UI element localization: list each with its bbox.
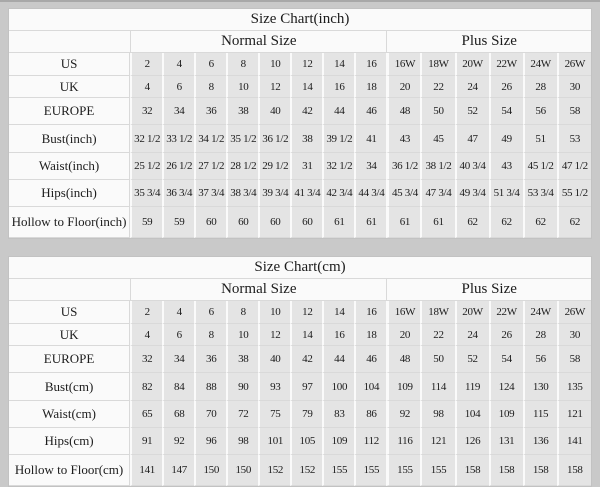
size-value-cell: 4 bbox=[130, 324, 162, 346]
table-title-row bbox=[9, 9, 591, 31]
plus-size-header: Plus Size bbox=[386, 279, 591, 301]
size-value-cell: 25 1/2 bbox=[130, 153, 162, 180]
size-value-cell: 36 1/2 bbox=[386, 153, 420, 180]
size-value-cell: 6 bbox=[162, 324, 194, 346]
size-value-cell: 12 bbox=[290, 53, 322, 76]
size-value-cell: 104 bbox=[455, 401, 489, 428]
size-value-cell: 8 bbox=[194, 76, 226, 98]
normal-size-header: Normal Size bbox=[130, 31, 386, 53]
size-value-cell: 45 1/2 bbox=[523, 153, 557, 180]
size-value-cell: 29 1/2 bbox=[258, 153, 290, 180]
size-value-cell: 61 bbox=[386, 207, 420, 238]
size-value-cell: 61 bbox=[354, 207, 386, 238]
size-value-cell: 6 bbox=[194, 301, 226, 324]
size-value-cell: 38 bbox=[226, 98, 258, 125]
size-value-cell: 155 bbox=[322, 455, 354, 486]
size-value-cell: 158 bbox=[557, 455, 591, 486]
size-value-cell: 101 bbox=[258, 428, 290, 455]
size-value-cell: 8 bbox=[194, 324, 226, 346]
size-value-cell: 18 bbox=[354, 324, 386, 346]
size-value-cell: 16 bbox=[322, 324, 354, 346]
size-value-cell: 147 bbox=[162, 455, 194, 486]
size-value-cell: 49 3/4 bbox=[455, 180, 489, 207]
row-label: EUROPE bbox=[9, 98, 130, 125]
size-value-cell: 54 bbox=[489, 346, 523, 373]
size-value-cell: 20W bbox=[455, 301, 489, 324]
table-row bbox=[9, 125, 591, 153]
size-chart-cm-panel bbox=[8, 256, 592, 487]
size-chart-cm-table bbox=[9, 257, 591, 486]
size-value-cell: 2 bbox=[130, 53, 162, 76]
size-value-cell: 32 1/2 bbox=[130, 125, 162, 153]
size-value-cell: 155 bbox=[386, 455, 420, 486]
size-value-cell: 98 bbox=[420, 401, 454, 428]
size-value-cell: 12 bbox=[290, 301, 322, 324]
size-value-cell: 92 bbox=[386, 401, 420, 428]
size-value-cell: 50 bbox=[420, 98, 454, 125]
size-value-cell: 115 bbox=[523, 401, 557, 428]
size-value-cell: 24W bbox=[523, 301, 557, 324]
size-value-cell: 16 bbox=[354, 301, 386, 324]
size-value-cell: 39 3/4 bbox=[258, 180, 290, 207]
size-value-cell: 38 1/2 bbox=[420, 153, 454, 180]
size-value-cell: 14 bbox=[322, 53, 354, 76]
size-value-cell: 38 3/4 bbox=[226, 180, 258, 207]
size-value-cell: 12 bbox=[258, 76, 290, 98]
size-value-cell: 24 bbox=[455, 324, 489, 346]
normal-size-header: Normal Size bbox=[130, 279, 386, 301]
table-row bbox=[9, 346, 591, 373]
table-row bbox=[9, 455, 591, 486]
size-value-cell: 98 bbox=[226, 428, 258, 455]
size-value-cell: 56 bbox=[523, 98, 557, 125]
size-value-cell: 152 bbox=[290, 455, 322, 486]
size-value-cell: 10 bbox=[258, 53, 290, 76]
size-value-cell: 24W bbox=[523, 53, 557, 76]
size-value-cell: 48 bbox=[386, 346, 420, 373]
size-value-cell: 150 bbox=[194, 455, 226, 486]
size-value-cell: 51 3/4 bbox=[489, 180, 523, 207]
row-label: UK bbox=[9, 324, 130, 346]
size-value-cell: 33 1/2 bbox=[162, 125, 194, 153]
size-value-cell: 18 bbox=[354, 76, 386, 98]
size-value-cell: 97 bbox=[290, 373, 322, 401]
table-title: Size Chart(inch) bbox=[9, 9, 591, 31]
size-value-cell: 109 bbox=[489, 401, 523, 428]
size-value-cell: 53 bbox=[557, 125, 591, 153]
size-value-cell: 61 bbox=[420, 207, 454, 238]
size-value-cell: 24 bbox=[455, 76, 489, 98]
size-value-cell: 47 bbox=[455, 125, 489, 153]
row-label: US bbox=[9, 53, 130, 76]
size-value-cell: 22 bbox=[420, 324, 454, 346]
corner-cell bbox=[9, 31, 130, 53]
size-value-cell: 93 bbox=[258, 373, 290, 401]
size-value-cell: 82 bbox=[130, 373, 162, 401]
size-value-cell: 26 1/2 bbox=[162, 153, 194, 180]
size-value-cell: 84 bbox=[162, 373, 194, 401]
row-label: Hollow to Floor(inch) bbox=[9, 207, 130, 238]
table-row bbox=[9, 207, 591, 238]
size-value-cell: 112 bbox=[354, 428, 386, 455]
size-value-cell: 10 bbox=[226, 324, 258, 346]
size-value-cell: 4 bbox=[162, 53, 194, 76]
size-value-cell: 36 bbox=[194, 346, 226, 373]
size-value-cell: 52 bbox=[455, 98, 489, 125]
size-value-cell: 68 bbox=[162, 401, 194, 428]
table-row bbox=[9, 98, 591, 125]
size-value-cell: 62 bbox=[489, 207, 523, 238]
size-value-cell: 88 bbox=[194, 373, 226, 401]
size-value-cell: 48 bbox=[386, 98, 420, 125]
size-value-cell: 8 bbox=[226, 301, 258, 324]
size-value-cell: 37 3/4 bbox=[194, 180, 226, 207]
size-value-cell: 121 bbox=[420, 428, 454, 455]
table-row bbox=[9, 401, 591, 428]
table-row bbox=[9, 428, 591, 455]
size-value-cell: 32 1/2 bbox=[322, 153, 354, 180]
corner-cell bbox=[9, 279, 130, 301]
size-value-cell: 62 bbox=[523, 207, 557, 238]
size-value-cell: 38 bbox=[290, 125, 322, 153]
size-value-cell: 96 bbox=[194, 428, 226, 455]
size-value-cell: 155 bbox=[354, 455, 386, 486]
row-label: UK bbox=[9, 76, 130, 98]
size-value-cell: 45 bbox=[420, 125, 454, 153]
size-value-cell: 46 bbox=[354, 346, 386, 373]
size-value-cell: 22 bbox=[420, 76, 454, 98]
size-value-cell: 79 bbox=[290, 401, 322, 428]
size-value-cell: 6 bbox=[194, 53, 226, 76]
size-value-cell: 16 bbox=[354, 53, 386, 76]
table-body bbox=[9, 53, 591, 238]
size-value-cell: 8 bbox=[226, 53, 258, 76]
size-value-cell: 32 bbox=[130, 346, 162, 373]
size-value-cell: 35 1/2 bbox=[226, 125, 258, 153]
row-label: Bust(inch) bbox=[9, 125, 130, 153]
size-value-cell: 44 bbox=[322, 98, 354, 125]
size-value-cell: 44 3/4 bbox=[354, 180, 386, 207]
size-value-cell: 158 bbox=[523, 455, 557, 486]
size-value-cell: 34 bbox=[162, 346, 194, 373]
size-value-cell: 4 bbox=[130, 76, 162, 98]
size-value-cell: 16W bbox=[386, 53, 420, 76]
size-value-cell: 38 bbox=[226, 346, 258, 373]
table-row bbox=[9, 153, 591, 180]
plus-size-header: Plus Size bbox=[386, 31, 591, 53]
size-value-cell: 27 1/2 bbox=[194, 153, 226, 180]
table-row bbox=[9, 76, 591, 98]
table-row bbox=[9, 324, 591, 346]
size-value-cell: 91 bbox=[130, 428, 162, 455]
size-value-cell: 36 1/2 bbox=[258, 125, 290, 153]
row-label: Waist(cm) bbox=[9, 401, 130, 428]
row-label: Hips(inch) bbox=[9, 180, 130, 207]
size-value-cell: 65 bbox=[130, 401, 162, 428]
size-value-cell: 60 bbox=[194, 207, 226, 238]
size-value-cell: 47 3/4 bbox=[420, 180, 454, 207]
size-value-cell: 28 bbox=[523, 76, 557, 98]
size-value-cell: 42 3/4 bbox=[322, 180, 354, 207]
row-label: Hips(cm) bbox=[9, 428, 130, 455]
size-value-cell: 58 bbox=[557, 98, 591, 125]
size-value-cell: 60 bbox=[226, 207, 258, 238]
size-value-cell: 114 bbox=[420, 373, 454, 401]
size-value-cell: 51 bbox=[523, 125, 557, 153]
size-value-cell: 135 bbox=[557, 373, 591, 401]
size-value-cell: 26 bbox=[489, 324, 523, 346]
size-value-cell: 22W bbox=[489, 301, 523, 324]
size-value-cell: 41 bbox=[354, 125, 386, 153]
size-value-cell: 90 bbox=[226, 373, 258, 401]
size-value-cell: 141 bbox=[130, 455, 162, 486]
size-value-cell: 6 bbox=[162, 76, 194, 98]
table-row bbox=[9, 53, 591, 76]
size-value-cell: 10 bbox=[226, 76, 258, 98]
size-value-cell: 16W bbox=[386, 301, 420, 324]
size-value-cell: 26W bbox=[557, 301, 591, 324]
size-value-cell: 46 bbox=[354, 98, 386, 125]
size-value-cell: 14 bbox=[322, 301, 354, 324]
size-value-cell: 86 bbox=[354, 401, 386, 428]
size-value-cell: 109 bbox=[322, 428, 354, 455]
size-value-cell: 34 1/2 bbox=[194, 125, 226, 153]
row-label: US bbox=[9, 301, 130, 324]
size-value-cell: 52 bbox=[455, 346, 489, 373]
size-value-cell: 130 bbox=[523, 373, 557, 401]
size-value-cell: 56 bbox=[523, 346, 557, 373]
table-body bbox=[9, 301, 591, 486]
size-value-cell: 58 bbox=[557, 346, 591, 373]
size-value-cell: 150 bbox=[226, 455, 258, 486]
size-value-cell: 20 bbox=[386, 76, 420, 98]
size-value-cell: 28 bbox=[523, 324, 557, 346]
size-value-cell: 2 bbox=[130, 301, 162, 324]
size-value-cell: 43 bbox=[386, 125, 420, 153]
size-value-cell: 83 bbox=[322, 401, 354, 428]
table-row bbox=[9, 373, 591, 401]
row-label: Hollow to Floor(cm) bbox=[9, 455, 130, 486]
size-value-cell: 32 bbox=[130, 98, 162, 125]
size-value-cell: 43 bbox=[489, 153, 523, 180]
size-value-cell: 62 bbox=[557, 207, 591, 238]
size-value-cell: 126 bbox=[455, 428, 489, 455]
row-label: EUROPE bbox=[9, 346, 130, 373]
size-value-cell: 158 bbox=[455, 455, 489, 486]
size-value-cell: 44 bbox=[322, 346, 354, 373]
size-value-cell: 100 bbox=[322, 373, 354, 401]
table-title-row bbox=[9, 257, 591, 279]
size-value-cell: 141 bbox=[557, 428, 591, 455]
size-value-cell: 59 bbox=[130, 207, 162, 238]
size-value-cell: 14 bbox=[290, 324, 322, 346]
size-value-cell: 30 bbox=[557, 76, 591, 98]
size-value-cell: 55 1/2 bbox=[557, 180, 591, 207]
size-value-cell: 34 bbox=[162, 98, 194, 125]
size-value-cell: 75 bbox=[258, 401, 290, 428]
size-value-cell: 49 bbox=[489, 125, 523, 153]
size-value-cell: 35 3/4 bbox=[130, 180, 162, 207]
size-value-cell: 72 bbox=[226, 401, 258, 428]
size-value-cell: 20 bbox=[386, 324, 420, 346]
size-value-cell: 40 bbox=[258, 346, 290, 373]
size-value-cell: 47 1/2 bbox=[557, 153, 591, 180]
size-value-cell: 60 bbox=[258, 207, 290, 238]
size-value-cell: 20W bbox=[455, 53, 489, 76]
size-value-cell: 104 bbox=[354, 373, 386, 401]
size-value-cell: 40 bbox=[258, 98, 290, 125]
column-group-row bbox=[9, 279, 591, 301]
size-value-cell: 105 bbox=[290, 428, 322, 455]
table-title: Size Chart(cm) bbox=[9, 257, 591, 279]
size-value-cell: 26 bbox=[489, 76, 523, 98]
size-value-cell: 16 bbox=[322, 76, 354, 98]
size-value-cell: 18W bbox=[420, 53, 454, 76]
size-value-cell: 109 bbox=[386, 373, 420, 401]
size-value-cell: 50 bbox=[420, 346, 454, 373]
size-value-cell: 41 3/4 bbox=[290, 180, 322, 207]
size-value-cell: 54 bbox=[489, 98, 523, 125]
size-value-cell: 45 3/4 bbox=[386, 180, 420, 207]
size-value-cell: 61 bbox=[322, 207, 354, 238]
size-value-cell: 10 bbox=[258, 301, 290, 324]
size-value-cell: 131 bbox=[489, 428, 523, 455]
size-value-cell: 14 bbox=[290, 76, 322, 98]
size-value-cell: 39 1/2 bbox=[322, 125, 354, 153]
row-label: Waist(inch) bbox=[9, 153, 130, 180]
size-value-cell: 60 bbox=[290, 207, 322, 238]
size-value-cell: 31 bbox=[290, 153, 322, 180]
size-value-cell: 92 bbox=[162, 428, 194, 455]
size-value-cell: 158 bbox=[489, 455, 523, 486]
size-value-cell: 12 bbox=[258, 324, 290, 346]
table-row bbox=[9, 180, 591, 207]
size-value-cell: 116 bbox=[386, 428, 420, 455]
size-value-cell: 42 bbox=[290, 346, 322, 373]
size-value-cell: 155 bbox=[420, 455, 454, 486]
size-value-cell: 22W bbox=[489, 53, 523, 76]
row-label: Bust(cm) bbox=[9, 373, 130, 401]
size-value-cell: 28 1/2 bbox=[226, 153, 258, 180]
size-value-cell: 70 bbox=[194, 401, 226, 428]
column-group-row bbox=[9, 31, 591, 53]
size-value-cell: 34 bbox=[354, 153, 386, 180]
size-value-cell: 62 bbox=[455, 207, 489, 238]
size-value-cell: 26W bbox=[557, 53, 591, 76]
size-value-cell: 4 bbox=[162, 301, 194, 324]
size-value-cell: 136 bbox=[523, 428, 557, 455]
size-value-cell: 36 bbox=[194, 98, 226, 125]
size-value-cell: 42 bbox=[290, 98, 322, 125]
size-value-cell: 53 3/4 bbox=[523, 180, 557, 207]
size-value-cell: 18W bbox=[420, 301, 454, 324]
size-value-cell: 40 3/4 bbox=[455, 153, 489, 180]
size-value-cell: 152 bbox=[258, 455, 290, 486]
size-value-cell: 121 bbox=[557, 401, 591, 428]
size-value-cell: 36 3/4 bbox=[162, 180, 194, 207]
table-row bbox=[9, 301, 591, 324]
size-value-cell: 59 bbox=[162, 207, 194, 238]
size-chart-inch-table bbox=[9, 9, 591, 238]
size-value-cell: 30 bbox=[557, 324, 591, 346]
size-chart-inch-panel bbox=[8, 8, 592, 239]
size-value-cell: 119 bbox=[455, 373, 489, 401]
size-value-cell: 124 bbox=[489, 373, 523, 401]
